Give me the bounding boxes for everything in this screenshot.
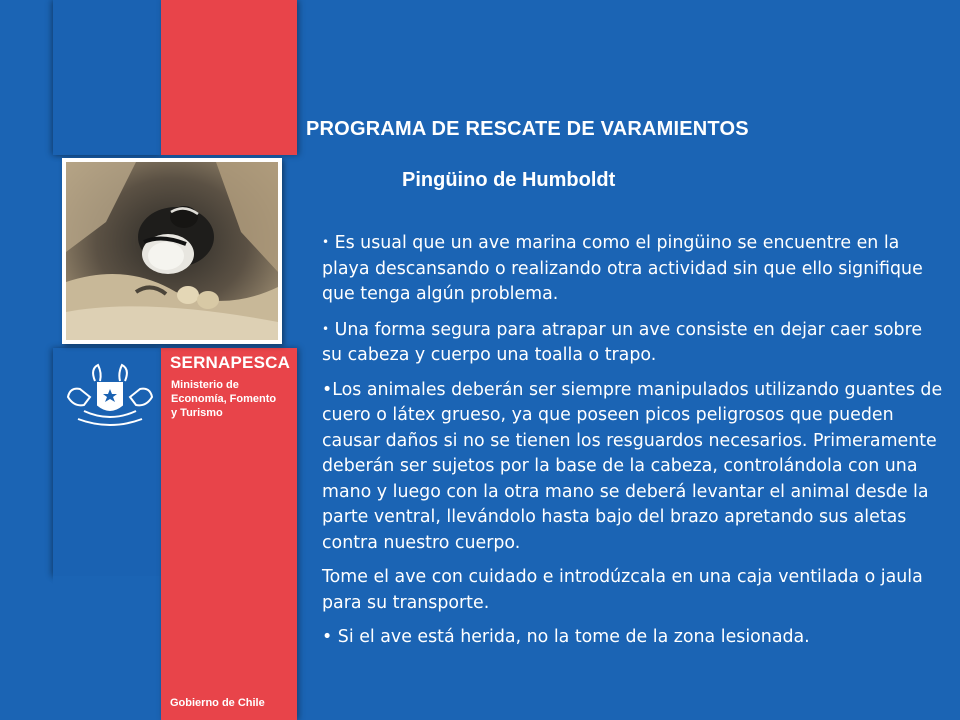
ministry-name <box>171 378 296 420</box>
ministry-line: y Turismo <box>171 407 223 419</box>
content-body <box>322 230 947 660</box>
paragraph-text: Es usual que un ave marina como el pingüino se encuentre en la playa descansando o realizando otra actividad sin que ello signifique que tenga algún problema. <box>322 233 923 304</box>
government-label: Gobierno de Chile <box>170 697 265 709</box>
slide-subtitle: Pingüino de Humboldt <box>402 169 616 191</box>
penguin-nest-photo-icon <box>66 162 278 340</box>
bullet-icon: • <box>322 379 333 400</box>
paragraph <box>322 230 947 308</box>
bullet-icon: • <box>322 235 330 249</box>
paragraph-text: Si el ave está herida, no la tome de la zona lesionada. <box>332 627 810 647</box>
paragraph <box>322 565 947 616</box>
paragraph-text: Tome el ave con cuidado e introdúzcala en una caja ventilada o jaula para su transporte. <box>322 567 923 613</box>
decorative-blue-panel-bottom <box>53 576 161 720</box>
decorative-red-panel-top <box>161 0 297 155</box>
penguin-photo <box>62 158 282 344</box>
paragraph <box>322 625 947 651</box>
brand-name: SERNAPESCA <box>170 353 291 372</box>
paragraph <box>322 317 947 369</box>
bullet-icon: • <box>322 627 333 647</box>
ministry-line: Ministerio de <box>171 379 239 391</box>
decorative-blue-panel-top <box>53 0 161 155</box>
paragraph-text: Una forma segura para atrapar un ave consiste en dejar caer sobre su cabeza y cuerpo una toalla o trapo. <box>322 319 923 365</box>
ministry-line: Economía, Fomento <box>171 393 277 405</box>
paragraph <box>322 378 947 557</box>
slide-title: PROGRAMA DE RESCATE DE VARAMIENTOS <box>306 118 749 140</box>
bullet-icon: • <box>322 321 330 336</box>
chile-coat-of-arms-icon <box>60 361 160 431</box>
paragraph-text: Los animales deberán ser siempre manipulados utilizando guantes de cuero o látex grueso, ya que poseen picos peligrosos que pueden causar daños si no se tienen los resguardos necesarios. Primeramente deberán ser sujetos por la base de la cabeza, controlándola con una mano y luego con la otra mano se deberá levantar el animal desde la parte ventral, llevándolo hasta bajo del brazo apretando sus aletas contra nuestro cuerpo. <box>322 379 943 553</box>
